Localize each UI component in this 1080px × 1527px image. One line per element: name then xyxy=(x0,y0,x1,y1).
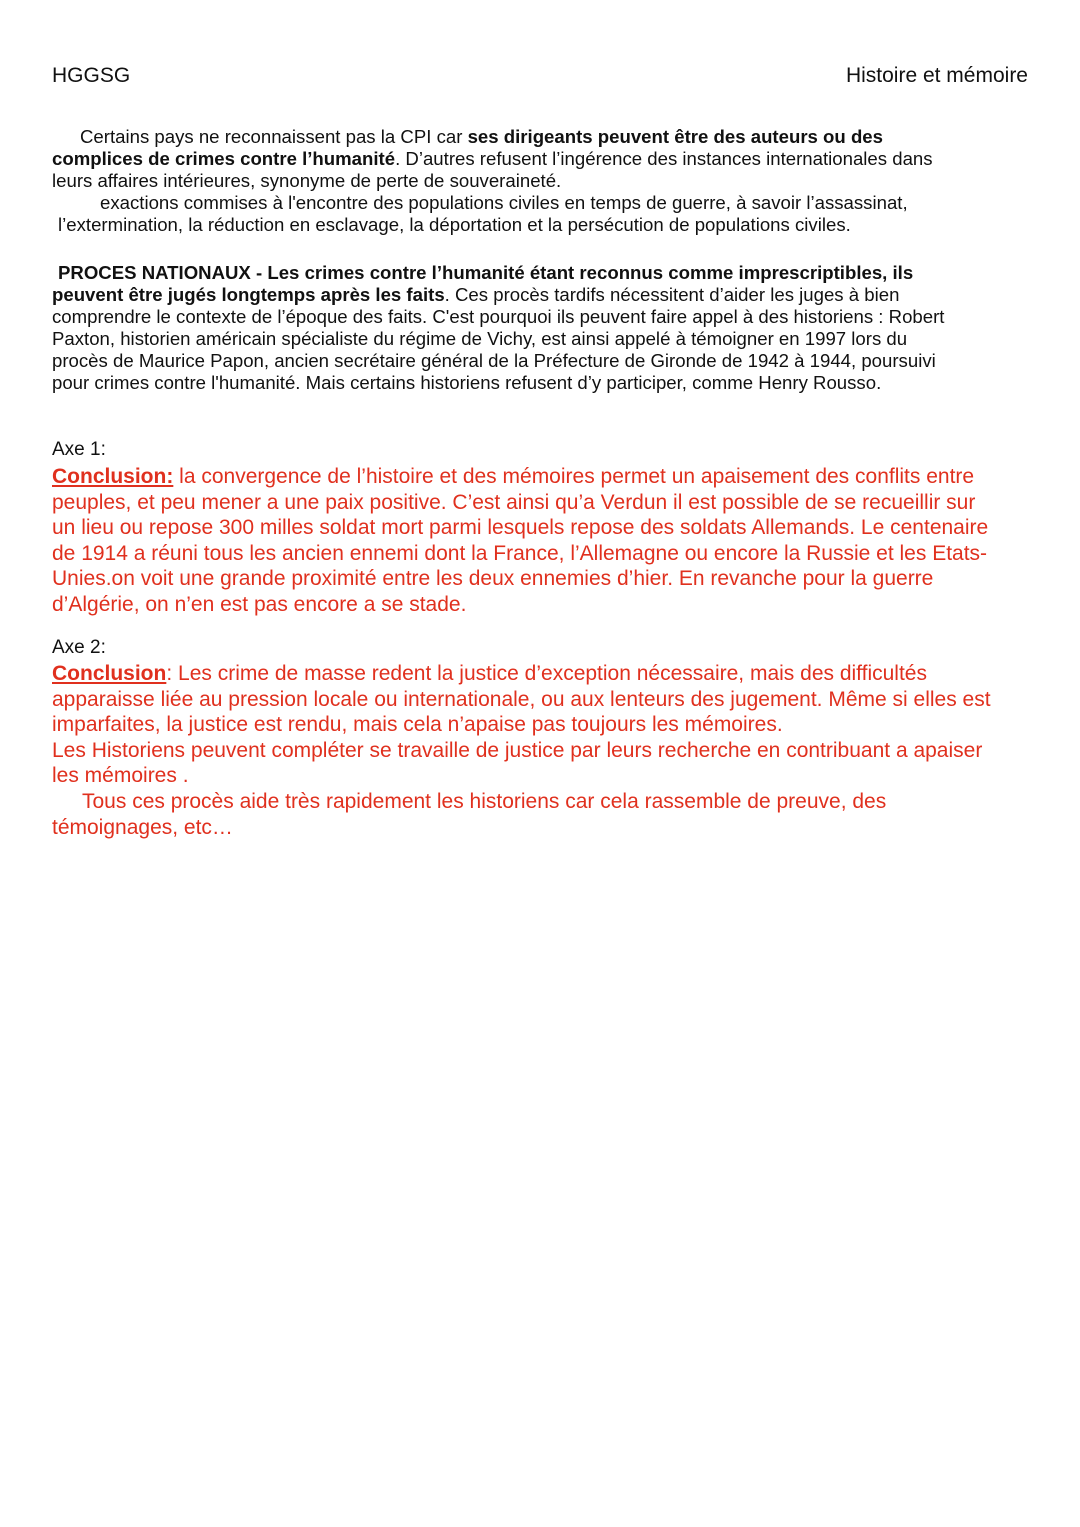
cpi-paragraph xyxy=(52,126,1042,236)
axe1-line-2: peuples, et peu mener a une paix positive. C’est ainsi qu’a Verdun il est possible de se recueillir sur xyxy=(52,490,976,514)
axe2-line-2: apparaisse liée au pression locale ou internationale, ou aux lenteurs des jugement. Même si elles est xyxy=(52,687,991,711)
axe1-line-4: de 1914 a réuni tous les ancien ennemi dont la France, l’Allemagne ou encore la Russie et les Etats- xyxy=(52,541,988,565)
cpi-line-2 xyxy=(52,148,1042,170)
cpi-line-3: leurs affaires intérieures, synonyme de perte de souveraineté. xyxy=(52,170,562,191)
proces-line-6: pour crimes contre l'humanité. Mais certains historiens refusent d’y participer, comme Henry Rousso. xyxy=(52,372,882,393)
axe1-line-6: d’Algérie, on n’en est pas encore a se stade. xyxy=(52,592,467,616)
header-title: Histoire et mémoire xyxy=(845,64,1028,87)
proces-line-2-text: . Ces procès tardifs nécessitent d’aider les juges à bien xyxy=(444,284,900,305)
cpi-line-1-text: Certains pays ne reconnaissent pas la CPI car xyxy=(80,126,468,147)
cpi-line-5: l’extermination, la réduction en esclavage, la déportation et la persécution de populations civiles. xyxy=(58,214,851,235)
axe1-line-5: Unies.on voit une grande proximité entre les deux ennemies d’hier. En revanche pour la guerre xyxy=(52,567,934,591)
cpi-line-4: exactions commises à l'encontre des populations civiles en temps de guerre, à savoir l’assassinat, xyxy=(100,192,908,213)
axe2-label: Axe 2: xyxy=(52,637,106,658)
axe2-line-5: les mémoires . xyxy=(52,764,189,788)
axe1-line-1 xyxy=(52,464,1042,490)
proces-paragraph xyxy=(52,262,1042,394)
axe1-line-1-text: la convergence de l’histoire et des mémoires permet un apaisement des conflits entre xyxy=(173,465,975,488)
cpi-line-1 xyxy=(52,126,1042,148)
axe2-line-4: Les Historiens peuvent compléter se travaille de justice par leurs recherche en contribuant a apaiser xyxy=(52,738,983,762)
axe2-line-1-text: : Les crime de masse redent la justice d’exception nécessaire, mais des difficultés xyxy=(166,662,927,685)
proces-line-5: procès de Maurice Papon, ancien secrétaire général de la Préfecture de Gironde de 1942 à 1944, poursuivi xyxy=(52,350,936,371)
axe1-conclusion-label: Conclusion: xyxy=(52,465,174,488)
cpi-line-2-bold: complices de crimes contre l’humanité xyxy=(52,148,396,169)
axe2-line-7: témoignages, etc… xyxy=(52,815,233,839)
proces-line-2-bold: peuvent être jugés longtemps après les faits xyxy=(52,284,445,305)
proces-line-1-bold: PROCES NATIONAUX - Les crimes contre l’humanité étant reconnus comme imprescriptibles, ils xyxy=(58,262,914,283)
cpi-line-2-text: . D’autres refusent l’ingérence des instances internationales dans xyxy=(395,148,933,169)
proces-line-4: Paxton, historien américain spécialiste du régime de Vichy, est ainsi appelé à témoigner en 1997 lors du xyxy=(52,328,908,349)
axe2-conclusion-label: Conclusion xyxy=(52,662,167,685)
axe2-line-6: Tous ces procès aide très rapidement les historiens car cela rassemble de preuve, des xyxy=(82,789,887,813)
cpi-line-1-bold: ses dirigeants peuvent être des auteurs ou des xyxy=(467,126,883,147)
proces-line-1 xyxy=(52,262,1042,284)
axe2-line-1 xyxy=(52,661,1042,687)
axe2-line-3: imparfaites, la justice est rendu, mais cela n’apaise pas toujours les mémoires. xyxy=(52,713,783,737)
axe1-label: Axe 1: xyxy=(52,439,106,460)
proces-line-3: comprendre le contexte de l’époque des faits. C'est pourquoi ils peuvent faire appel à des historiens : Robert xyxy=(52,306,945,327)
axe1-conclusion xyxy=(52,464,1042,618)
proces-line-2 xyxy=(52,284,1042,306)
header-subject: HGGSG xyxy=(52,64,131,87)
axe1-line-3: un lieu ou repose 300 milles soldat mort parmi lesquels repose des soldats Allemands. Le centenaire xyxy=(52,516,989,540)
axe2-conclusion xyxy=(52,661,1042,840)
